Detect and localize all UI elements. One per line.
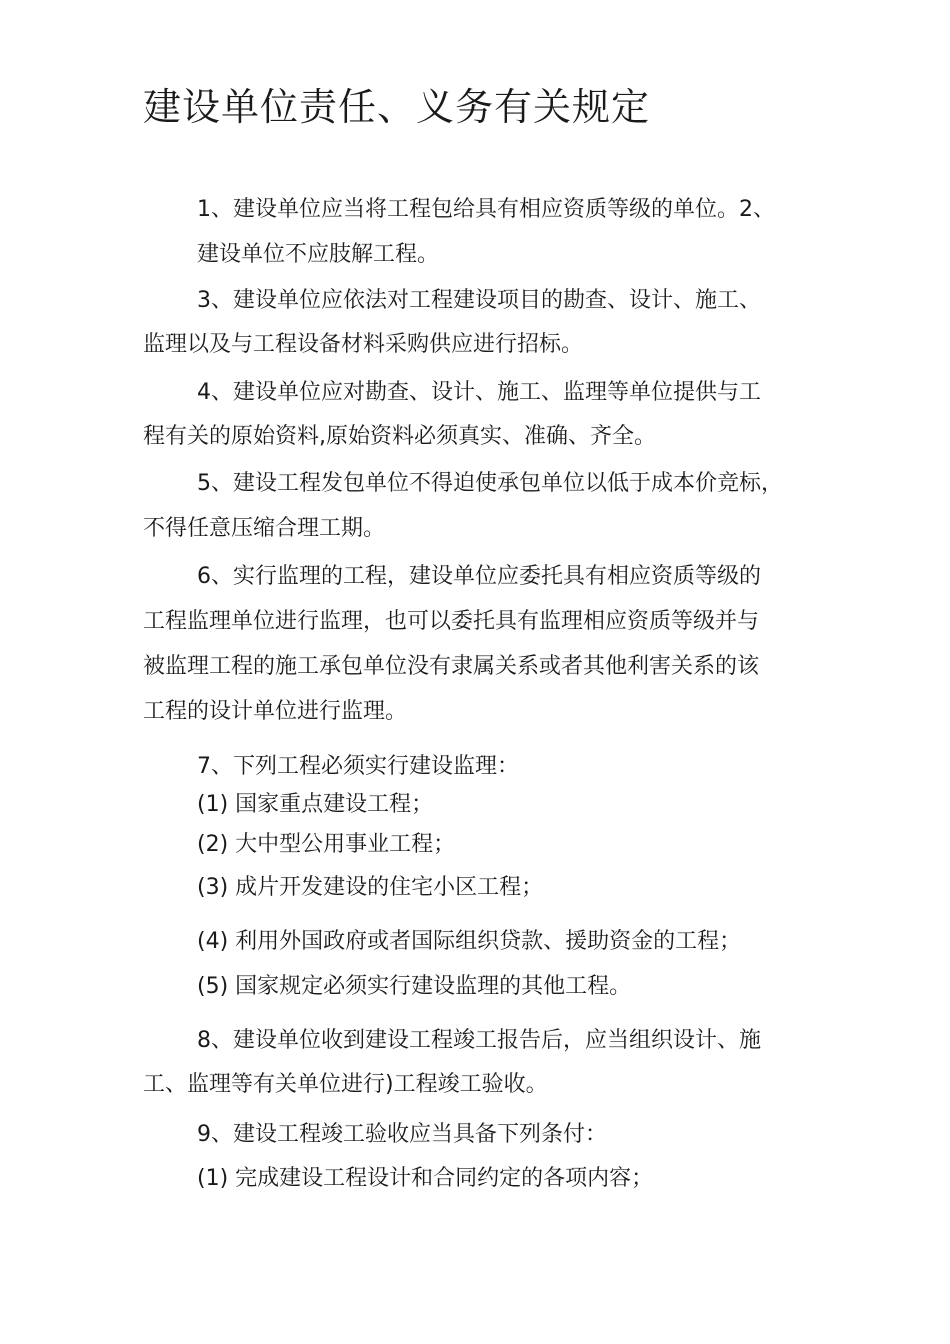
text-line: 3、建设单位应依法对工程建设项目的勘查、设计、施工、 xyxy=(197,288,761,313)
text-line: 被监理工程的施工承包单位没有隶属关系或者其他利害关系的该 xyxy=(143,654,760,679)
text-line: 建设单位不应肢解工程。 xyxy=(197,242,440,267)
text-line: 9、建设工程竣工验收应当具备下列条付： xyxy=(197,1122,607,1147)
text-line: 5、建设工程发包单位不得迫使承包单位以低于成本价竞标， xyxy=(197,471,783,496)
text-line: 7、下列工程必须实行建设监理： xyxy=(197,754,519,779)
list-item: (5) 国家规定必须实行建设监理的其他工程。 xyxy=(197,974,632,999)
text-line: 工程的设计单位进行监理。 xyxy=(143,699,408,724)
text-line: 工、监理等有关单位进行)工程竣工验收。 xyxy=(143,1072,548,1097)
list-item: (2) 大中型公用事业工程； xyxy=(197,832,456,857)
list-item: (1) 完成建设工程设计和合同约定的各项内容； xyxy=(197,1166,654,1191)
text-line: 程有关的原始资料,原始资料必须真实、准确、齐全。 xyxy=(143,424,656,449)
text-line: 8、建设单位收到建设工程竣工报告后，应当组织设计、施 xyxy=(197,1028,761,1053)
text-line: 4、建设单位应对勘查、设计、施工、监理等单位提供与工 xyxy=(197,380,761,405)
text-line: 工程监理单位进行监理，也可以委托具有监理相应资质等级并与 xyxy=(143,609,760,634)
list-item: (1) 国家重点建设工程； xyxy=(197,792,434,817)
list-item: (4) 利用外国政府或者国际组织贷款、援助资金的工程； xyxy=(197,929,742,954)
text-line: 监理以及与工程设备材料采购供应进行招标。 xyxy=(143,332,584,357)
text-line: 6、实行监理的工程，建设单位应委托具有相应资质等级的 xyxy=(197,564,761,589)
list-item: (3) 成片开发建设的住宅小区工程； xyxy=(197,875,544,900)
document-title: 建设单位责任、义务有关规定 xyxy=(143,85,651,129)
text-line: 1、建设单位应当将工程包给具有相应资质等级的单位。2、 xyxy=(197,197,775,222)
text-line: 不得任意压缩合理工期。 xyxy=(143,516,386,541)
